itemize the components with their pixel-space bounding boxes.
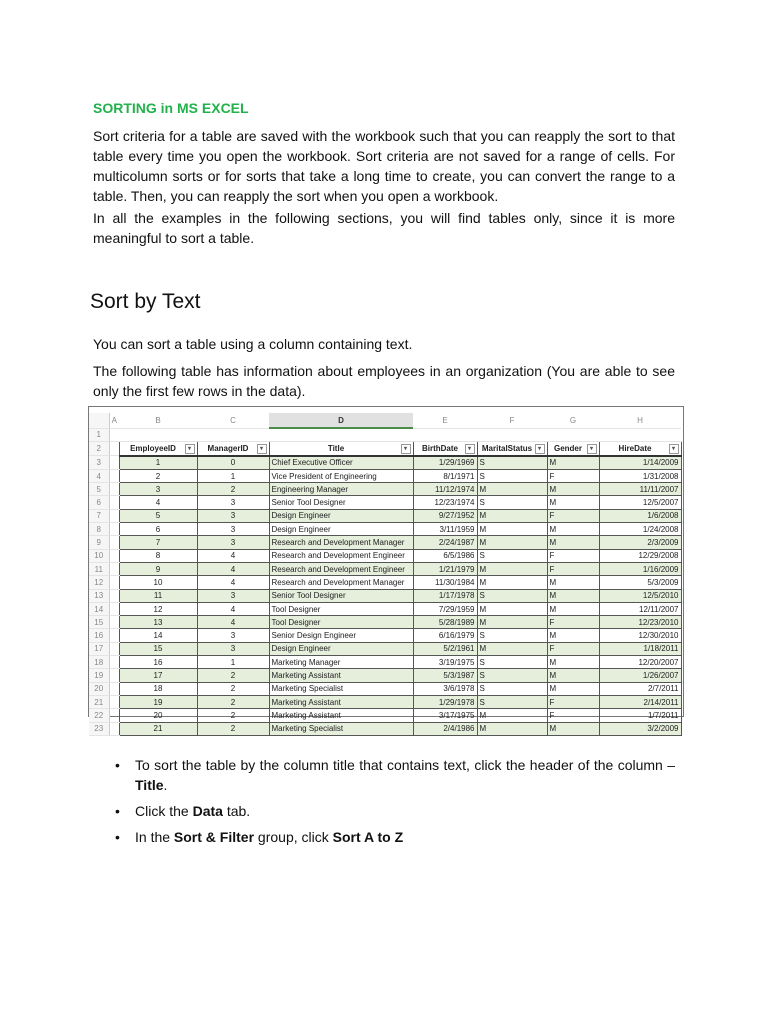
cell-managerid[interactable]: 3 [197,496,269,509]
table-row [89,509,681,522]
cell-birthdate[interactable]: 2/4/1986 [413,722,477,735]
cell-gender[interactable]: F [547,642,599,655]
cell-employeeid[interactable]: 18 [119,682,197,695]
column-header-d[interactable]: D [269,413,413,428]
cell-hiredate[interactable]: 12/30/2010 [599,629,681,642]
table-row [89,656,681,669]
cell-managerid[interactable]: 3 [197,536,269,549]
list-item: • In the Sort & Filter group, click Sort A to Z [115,829,404,845]
row-number[interactable]: 21 [89,695,109,708]
cell-gender[interactable]: M [547,523,599,536]
cell-title[interactable]: Tool Designer [269,616,413,629]
table-row [89,576,681,589]
row-number[interactable]: 1 [89,428,109,442]
cell-gender[interactable]: F [547,562,599,575]
paragraph-sort-text: You can sort a table using a column containing text. [93,336,413,352]
cell-birthdate[interactable]: 6/5/1986 [413,549,477,562]
cell-title[interactable]: Chief Executive Officer [269,456,413,470]
cell-title[interactable]: Marketing Assistant [269,709,413,722]
cell-hiredate[interactable]: 1/16/2009 [599,562,681,575]
table-row [89,456,681,470]
cell-hiredate[interactable]: 1/14/2009 [599,456,681,470]
column-header-a[interactable]: A [109,413,119,428]
table-row [89,549,681,562]
section-title: Sort by Text [90,290,201,313]
row-number[interactable]: 20 [89,682,109,695]
empty-cell[interactable] [109,616,119,629]
cell-employeeid[interactable]: 3 [119,483,197,496]
cell-managerid[interactable]: 2 [197,682,269,695]
empty-cell[interactable] [109,589,119,602]
empty-cell[interactable] [109,602,119,615]
filter-dropdown-icon[interactable]: ▾ [401,444,411,454]
document-heading: SORTING in MS EXCEL [93,100,249,116]
cell-maritalstatus[interactable]: M [477,642,547,655]
cell-gender[interactable]: F [547,709,599,722]
cell-gender[interactable]: F [547,469,599,482]
cell-maritalstatus[interactable]: M [477,509,547,522]
table-row [89,616,681,629]
header-gender[interactable] [547,442,599,456]
cell-maritalstatus[interactable]: M [477,483,547,496]
filter-dropdown-icon[interactable]: ▾ [535,444,545,454]
cell-employeeid[interactable]: 15 [119,642,197,655]
cell-managerid[interactable]: 3 [197,589,269,602]
cell-hiredate[interactable]: 11/11/2007 [599,483,681,496]
row-number[interactable]: 11 [89,562,109,575]
filter-dropdown-icon[interactable]: ▾ [185,444,195,454]
list-item: • To sort the table by the column title that contains text, click the header of the column – Title. [115,757,675,793]
header-label: ManagerID [207,443,249,453]
cell-title[interactable]: Vice President of Engineering [269,469,413,482]
table-header-row [89,442,681,456]
cell-managerid[interactable]: 2 [197,695,269,708]
empty-cell[interactable] [109,656,119,669]
cell-birthdate[interactable]: 1/29/1969 [413,456,477,470]
cell-employeeid[interactable]: 11 [119,589,197,602]
empty-cell[interactable] [109,483,119,496]
cell-birthdate[interactable]: 11/12/1974 [413,483,477,496]
filter-dropdown-icon[interactable]: ▾ [587,444,597,454]
cell-title[interactable]: Marketing Manager [269,656,413,669]
cell-title[interactable]: Marketing Assistant [269,669,413,682]
cell-managerid[interactable]: 2 [197,722,269,735]
empty-cell[interactable] [547,428,599,442]
cell-managerid[interactable]: 2 [197,709,269,722]
empty-cell[interactable] [109,523,119,536]
cell-employeeid[interactable]: 14 [119,629,197,642]
table-row [89,536,681,549]
row-number[interactable]: 10 [89,549,109,562]
row-number[interactable]: 19 [89,669,109,682]
empty-cell[interactable] [109,669,119,682]
cell-gender[interactable]: M [547,602,599,615]
cell-hiredate[interactable]: 2/7/2011 [599,682,681,695]
cell-maritalstatus[interactable]: S [477,695,547,708]
cell-managerid[interactable]: 4 [197,576,269,589]
header-label: HireDate [618,443,652,453]
cell-title[interactable]: Research and Development Engineer [269,562,413,575]
row-number[interactable]: 14 [89,602,109,615]
cell-managerid[interactable]: 3 [197,642,269,655]
table-row [89,496,681,509]
bullet-icon: • [115,757,120,773]
row-number[interactable]: 6 [89,496,109,509]
cell-managerid[interactable]: 3 [197,509,269,522]
cell-maritalstatus[interactable]: S [477,549,547,562]
cell-employeeid[interactable]: 16 [119,656,197,669]
cell-managerid[interactable]: 1 [197,656,269,669]
employee-table [89,413,682,736]
spreadsheet-screenshot [88,406,684,734]
cell-hiredate[interactable]: 1/7/2011 [599,709,681,722]
cell-employeeid[interactable]: 12 [119,602,197,615]
cell-gender[interactable]: M [547,722,599,735]
row-number[interactable]: 4 [89,469,109,482]
bullet-icon: • [115,829,120,845]
cell-gender[interactable]: M [547,496,599,509]
empty-cell[interactable] [119,428,197,442]
cell-gender[interactable]: M [547,682,599,695]
cell-maritalstatus[interactable]: S [477,456,547,470]
cell-title[interactable]: Design Engineer [269,509,413,522]
row-number[interactable]: 9 [89,536,109,549]
cell-employeeid[interactable]: 7 [119,536,197,549]
cell-hiredate[interactable]: 2/3/2009 [599,536,681,549]
sheet-row-1 [89,428,681,442]
table-row [89,682,681,695]
empty-cell[interactable] [109,509,119,522]
cell-birthdate[interactable]: 1/29/1978 [413,695,477,708]
empty-cell[interactable] [109,428,119,442]
cell-employeeid[interactable]: 10 [119,576,197,589]
cell-employeeid[interactable]: 4 [119,496,197,509]
column-header-h[interactable]: H [599,413,681,428]
cell-title[interactable]: Senior Design Engineer [269,629,413,642]
cell-maritalstatus[interactable]: M [477,576,547,589]
cell-hiredate[interactable]: 12/29/2008 [599,549,681,562]
cell-birthdate[interactable]: 5/28/1989 [413,616,477,629]
header-birthdate[interactable] [413,442,477,456]
cell-title[interactable]: Engineering Manager [269,483,413,496]
row-number[interactable]: 12 [89,576,109,589]
cell-maritalstatus[interactable]: S [477,656,547,669]
cell-employeeid[interactable]: 9 [119,562,197,575]
cell-hiredate[interactable]: 1/31/2008 [599,469,681,482]
empty-cell[interactable] [109,629,119,642]
cell-title[interactable]: Tool Designer [269,602,413,615]
header-title[interactable] [269,442,413,456]
empty-cell[interactable] [109,709,119,722]
cell-employeeid[interactable]: 6 [119,523,197,536]
row-number[interactable]: 3 [89,456,109,470]
cell-employeeid[interactable]: 20 [119,709,197,722]
cell-employeeid[interactable]: 17 [119,669,197,682]
table-row [89,483,681,496]
empty-cell[interactable] [477,428,547,442]
cell-gender[interactable]: F [547,616,599,629]
row-number[interactable]: 8 [89,523,109,536]
list-item: • Click the Data tab. [115,803,251,819]
cell-managerid[interactable]: 2 [197,483,269,496]
cell-title[interactable]: Marketing Specialist [269,682,413,695]
header-maritalstatus[interactable] [477,442,547,456]
cell-gender[interactable]: F [547,549,599,562]
cell-hiredate[interactable]: 12/5/2010 [599,589,681,602]
empty-cell[interactable] [109,722,119,735]
cell-title[interactable]: Research and Development Manager [269,576,413,589]
cell-birthdate[interactable]: 7/29/1959 [413,602,477,615]
paragraph-table-info: The following table has information about employees in an organization (You are able to see only the first few rows in the data). [93,363,675,399]
table-row [89,642,681,655]
cell-gender[interactable]: F [547,509,599,522]
table-row [89,629,681,642]
column-letters-row [89,413,681,428]
paragraph-examples: In all the examples in the following sections, you will find tables only, since it is more meaningful to sort a table. [93,210,675,246]
cell-managerid[interactable]: 4 [197,616,269,629]
table-row [89,709,681,722]
row-number[interactable]: 16 [89,629,109,642]
column-header-c[interactable]: C [197,413,269,428]
column-header-f[interactable]: F [477,413,547,428]
cell-maritalstatus[interactable]: S [477,469,547,482]
header-label: EmployeeID [130,443,176,453]
cell-managerid[interactable]: 2 [197,669,269,682]
empty-cell[interactable] [109,456,119,470]
cell-employeeid[interactable]: 21 [119,722,197,735]
header-managerid[interactable] [197,442,269,456]
cell-gender[interactable]: M [547,576,599,589]
empty-cell[interactable] [109,576,119,589]
cell-employeeid[interactable]: 1 [119,456,197,470]
cell-birthdate[interactable]: 12/23/1974 [413,496,477,509]
empty-cell[interactable] [599,428,681,442]
cell-birthdate[interactable]: 5/3/1987 [413,669,477,682]
cell-maritalstatus[interactable]: M [477,616,547,629]
cell-birthdate[interactable]: 9/27/1952 [413,509,477,522]
cell-maritalstatus[interactable]: S [477,629,547,642]
cell-maritalstatus[interactable]: M [477,602,547,615]
empty-cell[interactable] [109,562,119,575]
cell-birthdate[interactable]: 5/2/1961 [413,642,477,655]
row-number[interactable]: 17 [89,642,109,655]
cell-managerid[interactable]: 4 [197,602,269,615]
cell-employeeid[interactable]: 19 [119,695,197,708]
cell-hiredate[interactable]: 1/26/2007 [599,669,681,682]
cell-birthdate[interactable]: 11/30/1984 [413,576,477,589]
cell-gender[interactable]: M [547,629,599,642]
cell-birthdate[interactable]: 3/19/1975 [413,656,477,669]
row-number[interactable]: 22 [89,709,109,722]
cell-employeeid[interactable]: 8 [119,549,197,562]
cell-gender[interactable]: M [547,669,599,682]
row-number[interactable]: 5 [89,483,109,496]
cell-maritalstatus[interactable]: M [477,709,547,722]
empty-cell[interactable] [269,428,413,442]
filter-dropdown-icon[interactable]: ▾ [465,444,475,454]
cell-title[interactable]: Marketing Specialist [269,722,413,735]
select-all-corner[interactable] [89,413,109,428]
empty-cell[interactable] [109,496,119,509]
header-label: Title [327,443,345,453]
instruction-list [93,755,675,853]
cell-maritalstatus[interactable]: M [477,523,547,536]
paragraph-sort-criteria: Sort criteria for a table are saved with the workbook such that you can reapply the sort to that table every time you open the workbook. Sort criteria are not saved for a range of cells. For multicolumn sorts or for sorts that take a long time to create, you can convert the range to a table. Then, you can reapply the sort when you open a workbook. [93,128,675,204]
empty-cell[interactable] [109,549,119,562]
header-label: Gender [553,443,582,453]
cell-maritalstatus[interactable]: M [477,722,547,735]
cell-maritalstatus[interactable]: M [477,536,547,549]
table-row [89,469,681,482]
cell-managerid[interactable]: 4 [197,549,269,562]
empty-cell[interactable] [109,682,119,695]
header-label: BirthDate [421,443,458,453]
cell-birthdate[interactable]: 2/24/1987 [413,536,477,549]
table-row [89,589,681,602]
cell-title[interactable]: Research and Development Engineer [269,549,413,562]
cell-hiredate[interactable]: 1/6/2008 [599,509,681,522]
cell-employeeid[interactable]: 2 [119,469,197,482]
cell-birthdate[interactable]: 3/6/1978 [413,682,477,695]
cell-hiredate[interactable]: 12/20/2007 [599,656,681,669]
header-label: MaritalStatus [481,443,533,453]
filter-dropdown-icon[interactable]: ▾ [257,444,267,454]
cell-maritalstatus[interactable]: S [477,589,547,602]
cell-maritalstatus[interactable]: S [477,669,547,682]
column-header-b[interactable]: B [119,413,197,428]
cell-hiredate[interactable]: 12/23/2010 [599,616,681,629]
cell-maritalstatus[interactable]: S [477,496,547,509]
table-row [89,562,681,575]
cell-hiredate[interactable]: 12/11/2007 [599,602,681,615]
empty-cell[interactable] [413,428,477,442]
row-number[interactable]: 13 [89,589,109,602]
cell-hiredate[interactable]: 1/18/2011 [599,642,681,655]
cell-employeeid[interactable]: 5 [119,509,197,522]
cell-title[interactable]: Senior Tool Designer [269,496,413,509]
empty-cell[interactable] [109,695,119,708]
cell-title[interactable]: Design Engineer [269,523,413,536]
empty-cell[interactable] [109,469,119,482]
cell-gender[interactable]: M [547,456,599,470]
empty-cell[interactable] [109,642,119,655]
cell-gender[interactable]: M [547,589,599,602]
cell-birthdate[interactable]: 3/11/1959 [413,523,477,536]
bullet-icon: • [115,803,120,819]
cell-maritalstatus[interactable]: S [477,682,547,695]
column-header-g[interactable]: G [547,413,599,428]
cell-managerid[interactable]: 3 [197,523,269,536]
cell-managerid[interactable]: 0 [197,456,269,470]
empty-cell[interactable] [197,428,269,442]
cell-hiredate[interactable]: 12/5/2007 [599,496,681,509]
row-number[interactable]: 18 [89,656,109,669]
cell-hiredate[interactable]: 5/3/2009 [599,576,681,589]
header-employeeid[interactable] [119,442,197,456]
cell-birthdate[interactable]: 1/17/1978 [413,589,477,602]
table-row [89,602,681,615]
cell-birthdate[interactable]: 8/1/1971 [413,469,477,482]
cell-hiredate[interactable]: 1/24/2008 [599,523,681,536]
cell-managerid[interactable]: 1 [197,469,269,482]
cell-gender[interactable]: M [547,536,599,549]
cell-title[interactable]: Marketing Assistant [269,695,413,708]
row-number[interactable]: 23 [89,722,109,735]
cell-birthdate[interactable]: 3/17/1975 [413,709,477,722]
cell-hiredate[interactable]: 2/14/2011 [599,695,681,708]
row-number[interactable]: 15 [89,616,109,629]
cell-gender[interactable]: M [547,656,599,669]
table-row [89,695,681,708]
cell-maritalstatus[interactable]: M [477,562,547,575]
table-row [89,669,681,682]
cell-birthdate[interactable]: 6/16/1979 [413,629,477,642]
cell-gender[interactable]: F [547,695,599,708]
table-row [89,722,681,735]
cell-managerid[interactable]: 4 [197,562,269,575]
cell-title[interactable]: Senior Tool Designer [269,589,413,602]
header-hiredate[interactable] [599,442,681,456]
cell-hiredate[interactable]: 3/2/2009 [599,722,681,735]
table-row [89,523,681,536]
cell-managerid[interactable]: 3 [197,629,269,642]
row-number[interactable]: 2 [89,442,109,456]
cell-title[interactable]: Design Engineer [269,642,413,655]
cell-gender[interactable]: M [547,483,599,496]
empty-cell[interactable] [109,536,119,549]
row-number[interactable]: 7 [89,509,109,522]
cell-title[interactable]: Research and Development Manager [269,536,413,549]
empty-cell[interactable] [109,442,119,456]
cell-employeeid[interactable]: 13 [119,616,197,629]
column-header-e[interactable]: E [413,413,477,428]
filter-dropdown-icon[interactable]: ▾ [669,444,679,454]
cell-birthdate[interactable]: 1/21/1979 [413,562,477,575]
